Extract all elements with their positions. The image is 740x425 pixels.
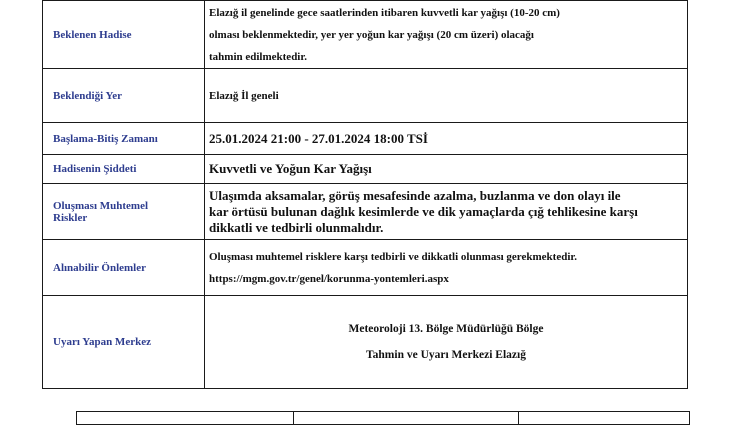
table-row <box>43 184 688 240</box>
risks-label-line-2: Riskler <box>53 211 88 224</box>
event-line-1: Elazığ il genelinde gece saatlerinden itibaren kuvvetli kar yağışı (10-20 cm) <box>209 6 560 19</box>
value-start-end-time <box>205 123 688 155</box>
center-line-1: Meteoroloji 13. Bölge Müdürlüğü Bölge <box>348 323 544 335</box>
weather-warning-table <box>42 0 688 389</box>
table-row <box>43 123 688 155</box>
table-row <box>43 69 688 123</box>
severity-line: Kuvvetli ve Yoğun Kar Yağışı <box>209 161 372 176</box>
risks-line-3: dikkatli ve tedbirli olunmalıdır. <box>209 219 384 235</box>
value-expected-event <box>205 1 688 69</box>
value-severity <box>205 155 688 184</box>
value-possible-risks <box>205 184 688 240</box>
table-row <box>43 296 688 389</box>
event-line-3: tahmin edilmektedir. <box>209 50 307 63</box>
table-row <box>43 1 688 69</box>
label-possible-risks <box>43 184 205 240</box>
precautions-link[interactable]: https://mgm.gov.tr/genel/korunma-yontemleri.aspx <box>209 272 449 285</box>
event-line-2: olması beklenmektedir, yer yer yoğun kar yağışı (20 cm üzeri) olacağı <box>209 28 534 41</box>
value-issuing-center <box>205 296 688 389</box>
value-expected-place <box>205 69 688 123</box>
precautions-line: Oluşması muhtemel risklere karşı tedbirli ve dikkatli olunması gerekmektedir. <box>209 250 577 263</box>
next-table-top-edge <box>76 411 690 425</box>
value-precautions <box>205 240 688 296</box>
label-precautions: Alınabilir Önlemler <box>43 240 205 296</box>
label-severity: Hadisenin Şiddeti <box>43 155 205 184</box>
place-line: Elazığ İl geneli <box>209 89 279 102</box>
risks-line-1: Ulaşımda aksamalar, görüş mesafesinde azalma, buzlanma ve don olayı ile <box>209 187 621 203</box>
label-expected-event: Beklenen Hadise <box>43 1 205 69</box>
table-row <box>43 240 688 296</box>
time-line: 25.01.2024 21:00 - 27.01.2024 18:00 TSİ <box>209 130 428 146</box>
label-start-end-time: Başlama-Bitiş Zamanı <box>43 123 205 155</box>
label-issuing-center: Uyarı Yapan Merkez <box>43 296 205 389</box>
label-expected-place: Beklendiği Yer <box>43 69 205 123</box>
center-line-2: Tahmin ve Uyarı Merkezi Elazığ <box>366 349 526 361</box>
risks-line-2: kar örtüsü bulunan dağlık kesimlerde ve dik yamaçlarda çığ tehlikesine karşı <box>209 203 638 219</box>
risks-label-line-1: Oluşması Muhtemel <box>53 199 149 212</box>
table-row <box>43 155 688 184</box>
